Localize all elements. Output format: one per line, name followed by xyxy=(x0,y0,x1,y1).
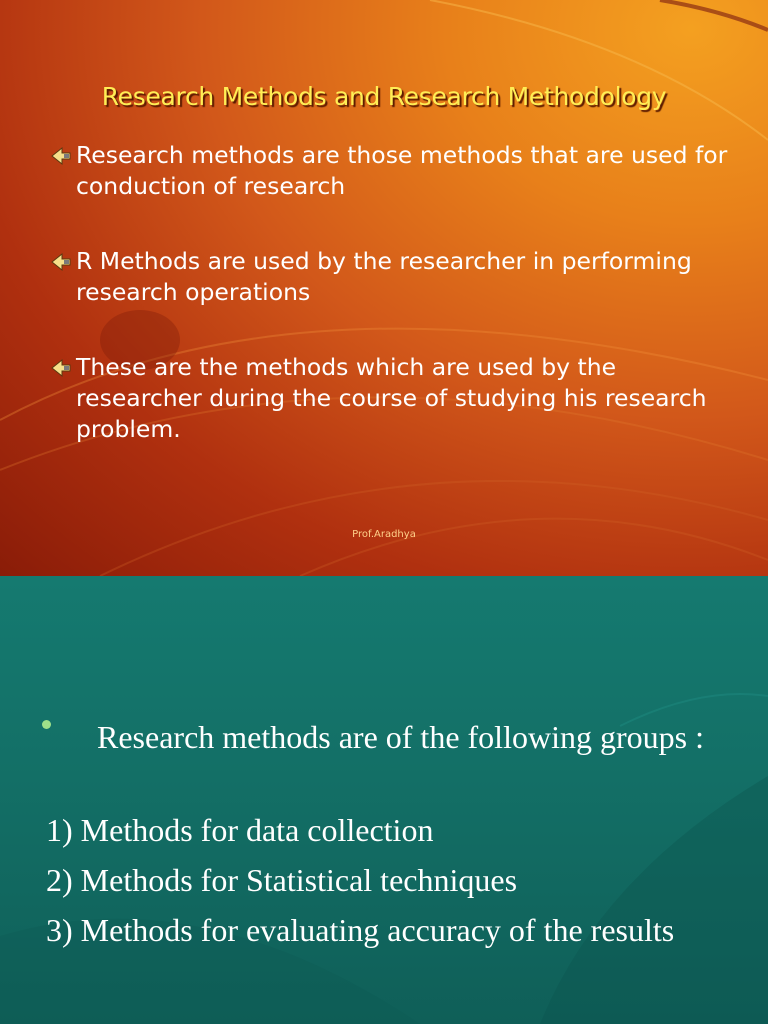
slide-title: Research Methods and Research Methodology xyxy=(101,82,667,111)
bullet-item xyxy=(50,352,740,445)
slide-2 xyxy=(0,576,768,1024)
bullet-text: Research methods are those methods that are used for conduction of research xyxy=(76,141,728,200)
list-item: 2) Methods for Statistical techniques xyxy=(46,862,518,898)
intro-text: Research methods are of the following groups : xyxy=(97,719,704,755)
bullet-list xyxy=(50,140,740,489)
slide-footer: Prof.Aradhya xyxy=(352,529,416,540)
background-figure-decoration xyxy=(0,576,768,1024)
list-item: 3) Methods for evaluating accuracy of the results xyxy=(46,912,675,948)
pointing-arrow-icon xyxy=(50,145,72,167)
pointing-arrow-icon xyxy=(50,251,72,273)
dot-bullet-icon xyxy=(42,720,51,729)
list-item: 1) Methods for data collection xyxy=(46,812,434,848)
pointing-arrow-icon xyxy=(50,357,72,379)
bullet-item xyxy=(50,246,740,308)
bullet-text: These are the methods which are used by the researcher during the course of studying his research problem. xyxy=(76,353,707,443)
bullet-item xyxy=(50,140,740,202)
bullet-text: R Methods are used by the researcher in performing research operations xyxy=(76,247,692,306)
